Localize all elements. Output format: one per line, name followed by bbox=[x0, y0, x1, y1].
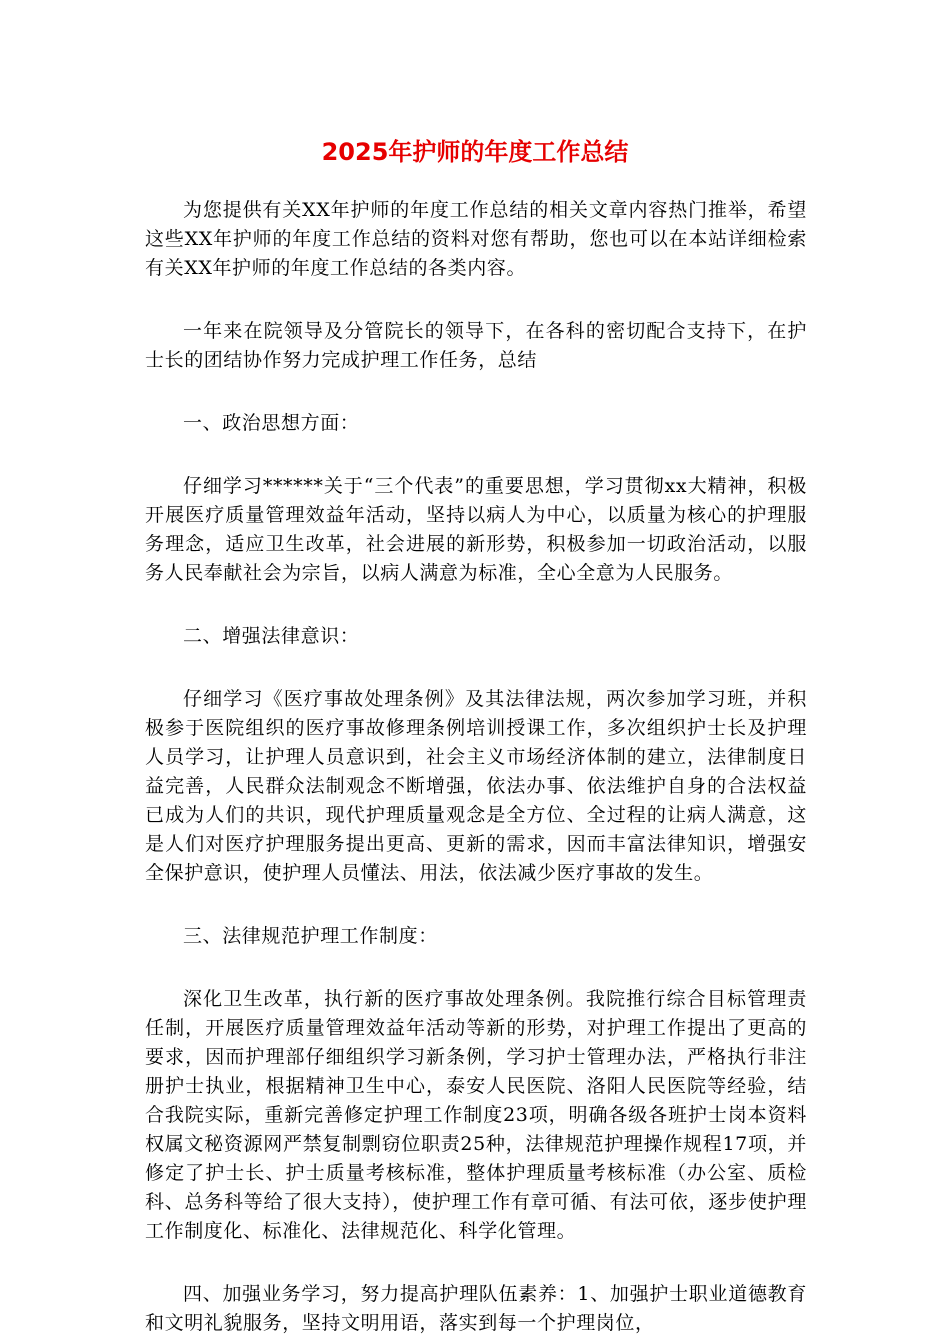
section3-paragraph: 深化卫生改革，执行新的医疗事故处理条例。我院推行综合目标管理责任制，开展医疗质量管理效益年活动等新的形势，对护理工作提出了更高的要求，因而护理部仔细组织学习新条例，学习护士管理办法，严格执行非注册护士执业，根据精神卫生中心，泰安人民医院、洛阳人民医院等经验，结合我院实际，重新完善修定护理工作制度23项，明确各级各班护士岗本资料权属文秘资源网严禁复制剽窃位职责25种，法律规范护理操作规程17项，并修定了护士长、护士质量考核标准，整体护理质量考核标准（办公室、质检科、总务科等给了很大支持），使护理工作有章可循、有法可依，逐步使护理工作制度化、标准化、法律规范化、科学化管理。 bbox=[145, 988, 807, 1242]
section4-paragraph: 四、加强业务学习，努力提高护理队伍素养：1、加强护士职业道德教育和文明礼貌服务，坚持文明用语，落实到每一个护理岗位， bbox=[145, 1283, 807, 1334]
section2-heading: 二、增强法律意识： bbox=[183, 625, 360, 647]
section1-paragraph: 仔细学习******关于“三个代表”的重要思想，学习贯彻xx大精神，积极开展医疗质量管理效益年活动，坚持以病人为中心，以质量为核心的护理服务理念，适应卫生改革，社会进展的新形势，积极参加一切政治活动，以服务人民奉献社会为宗旨，以病人满意为标准，全心全意为人民服务。 bbox=[145, 475, 807, 584]
intro-paragraph: 为您提供有关XX年护师的年度工作总结的相关文章内容热门推举，希望这些XX年护师的年度工作总结的资料对您有帮助，您也可以在本站详细检索有关XX年护师的年度工作总结的各类内容。 bbox=[145, 199, 807, 279]
opening-paragraph: 一年来在院领导及分管院长的领导下，在各科的密切配合支持下，在护士长的团结协作努力完成护理工作任务，总结 bbox=[145, 320, 807, 371]
section2-paragraph: 仔细学习《医疗事故处理条例》及其法律法规，两次参加学习班，并积极参于医院组织的医疗事故修理条例培训授课工作，多次组织护士长及护理人员学习，让护理人员意识到，社会主义市场经济体制的建立，法律制度日益完善，人民群众法制观念不断增强，依法办事、依法维护自身的合法权益已成为人们的共识，现代护理质量观念是全方位、全过程的让病人满意，这是人们对医疗护理服务提出更高、更新的需求，因而丰富法律知识，增强安全保护意识，使护理人员懂法、用法，依法减少医疗事故的发生。 bbox=[145, 688, 807, 884]
document-body bbox=[145, 196, 807, 1338]
section3-heading: 三、法律规范护理工作制度： bbox=[183, 925, 438, 947]
document-title: 2025年护师的年度工作总结 bbox=[321, 138, 629, 166]
section1-heading: 一、政治思想方面： bbox=[183, 412, 360, 434]
